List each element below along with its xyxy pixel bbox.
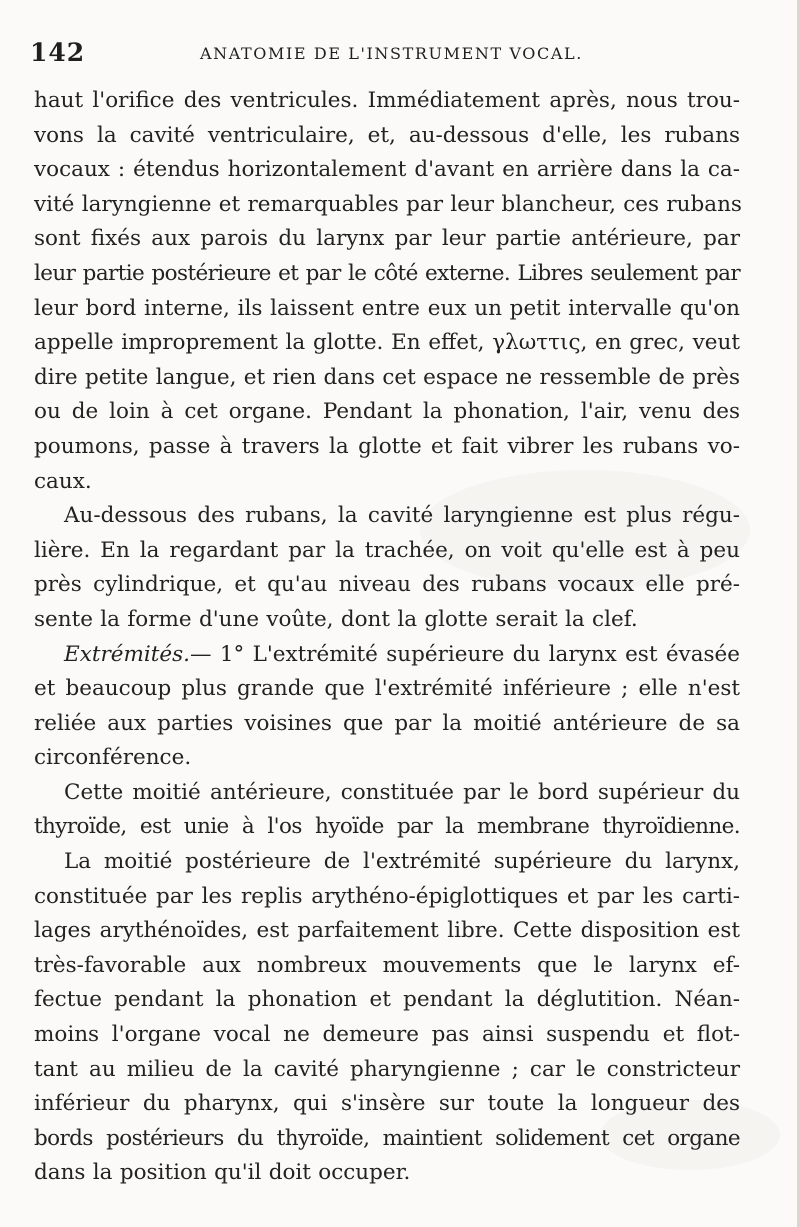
text-line: lages arythénoïdes, est parfaitement libre. Cette disposition est (34, 918, 740, 944)
text-line: sente la forme d'une voûte, dont la glotte serait la clef. (34, 606, 638, 632)
text-line: sont fixés aux parois du larynx par leur partie antérieure, par (34, 226, 740, 252)
text-line: très-favorable aux nombreux mouvements que le larynx ef- (34, 952, 740, 978)
text-fragment: — 1° L'extrémité supérieure du larynx est évasée (189, 641, 740, 667)
text-line: dans la position qu'il doit occuper. (34, 1160, 411, 1186)
text-line: La moitié postérieure de l'extrémité supérieure du larynx, (64, 849, 740, 875)
text-line: bords postérieurs du thyroïde, maintient solidement cet organe (34, 1125, 740, 1151)
text-line: poumons, passe à travers la glotte et fait vibrer les rubans vo- (34, 433, 740, 459)
text-line: fectue pendant la phonation et pendant la déglutition. Néan- (34, 987, 740, 1013)
text-line: ou de loin à cet organe. Pendant la phonation, l'air, venu des (34, 399, 740, 425)
page-header (30, 36, 780, 66)
text-line: dire petite langue, et rien dans cet espace ne ressemble de près (34, 364, 740, 390)
text-line: haut l'orifice des ventricules. Immédiatement après, nous trou- (34, 88, 740, 113)
running-title: ANATOMIE DE L'INSTRUMENT VOCAL. (200, 44, 583, 63)
text-line: appelle improprement la glotte. En effet, γλωττις, en grec, veut (34, 330, 740, 356)
text-line: leur bord interne, ils laissent entre eux un petit intervalle qu'on (34, 295, 740, 321)
text-line: et beaucoup plus grande que l'extrémité inférieure ; elle n'est (34, 676, 740, 702)
text-line: leur partie postérieure et par le côté externe. Libres seulement par (34, 260, 740, 286)
text-line: vocaux : étendus horizontalement d'avant en arrière dans la ca- (34, 157, 740, 183)
text-line: thyroïde, est unie à l'os hyoïde par la membrane thyroïdienne. (34, 814, 740, 840)
body-text (34, 84, 740, 1191)
text-line: vons la cavité ventriculaire, et, au-dessous d'elle, les rubans (34, 122, 740, 148)
text-line: Au-dessous des rubans, la cavité laryngienne est plus régu- (64, 503, 740, 529)
text-line: Cette moitié antérieure, constituée par le bord supérieur du (64, 779, 740, 805)
text-line: circonférence. (34, 745, 192, 771)
page-number: 142 (30, 38, 86, 67)
text-line: inférieur du pharynx, qui s'insère sur toute la longueur des (34, 1091, 740, 1117)
text-line-with-heading (34, 638, 740, 673)
text-line: tant au milieu de la cavité pharyngienne ; car le constricteur (34, 1056, 740, 1082)
text-line: moins l'organe vocal ne demeure pas ainsi suspendu et flot- (34, 1022, 740, 1048)
section-heading-extremites: Extrémités. (64, 641, 190, 667)
text-line: constituée par les replis arythéno-épiglottiques et par les carti- (34, 883, 740, 909)
text-line: vité laryngienne et remarquables par leur blancheur, ces rubans (34, 191, 742, 217)
text-line: lière. En la regardant par la trachée, on voit qu'elle est à peu (34, 537, 740, 563)
text-line: caux. (34, 468, 92, 494)
text-line: reliée aux parties voisines que par la moitié antérieure de sa (34, 710, 740, 736)
text-line: près cylindrique, et qu'au niveau des rubans vocaux elle pré- (34, 572, 740, 598)
